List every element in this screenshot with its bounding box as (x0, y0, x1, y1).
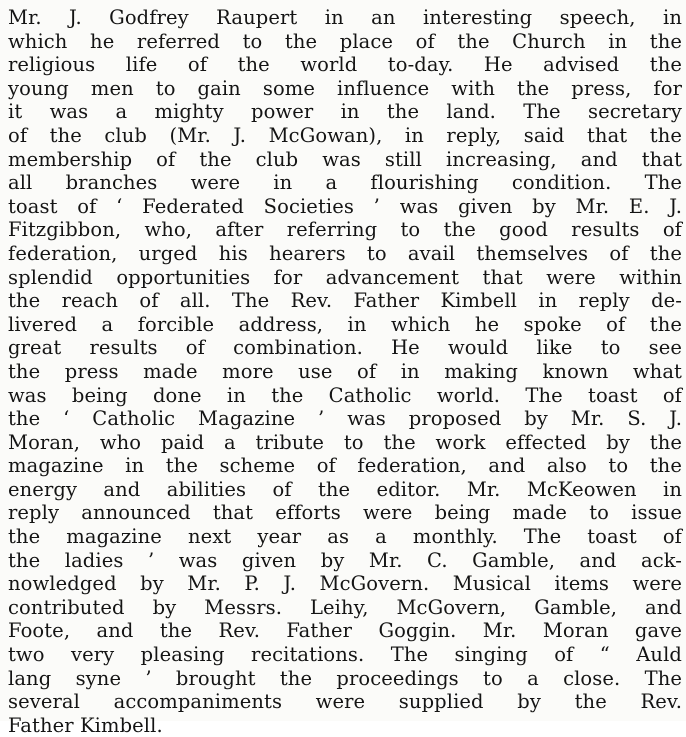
text-line: lang syne ’ brought the proceedings to a close. The (8, 666, 682, 690)
text-line: was being done in the Catholic world. The toast of (8, 383, 682, 407)
text-line: livered a forcible address, in which he spoke of the (8, 312, 682, 336)
text-line: the reach of all. The Rev. Father Kimbell in reply de- (8, 289, 682, 313)
text-line: two very pleasing recitations. The singing of “ Auld (8, 643, 682, 667)
text-line: religious life of the world to-day. He advised the (8, 53, 682, 77)
text-line: magazine in the scheme of federation, and also to the (8, 454, 682, 478)
text-line: reply announced that efforts were being made to issue (8, 501, 682, 525)
text-line: the ladies ’ was given by Mr. C. Gamble, and ack- (8, 548, 682, 572)
text-line: the ‘ Catholic Magazine ’ was proposed by Mr. S. J. (8, 407, 682, 431)
text-line: contributed by Messrs. Leihy, McGovern, Gamble, and (8, 595, 682, 619)
text-line: splendid opportunities for advancement that were within (8, 265, 682, 289)
text-line: toast of ‘ Federated Societies ’ was given by Mr. E. J. (8, 194, 682, 218)
text-line: which he referred to the place of the Church in the (8, 29, 682, 53)
text-line: Mr. J. Godfrey Raupert in an interesting speech, in (8, 6, 682, 29)
text-line: great results of combination. He would like to see (8, 336, 682, 360)
text-line: Moran, who paid a tribute to the work effected by the (8, 430, 682, 454)
text-line: of the club (Mr. J. McGowan), in reply, said that the (8, 123, 682, 147)
text-line: it was a mighty power in the land. The secretary (8, 100, 682, 124)
text-line: Father Kimbell. (8, 713, 163, 737)
text-line: federation, urged his hearers to avail themselves of the (8, 241, 682, 265)
text-line: young men to gain some influence with the press, for (8, 76, 682, 100)
text-line: Foote, and the Rev. Father Goggin. Mr. Moran gave (8, 619, 682, 643)
text-line: energy and abilities of the editor. Mr. McKeowen in (8, 477, 682, 501)
text-line: the magazine next year as a monthly. The toast of (8, 525, 682, 549)
text-line: all branches were in a flourishing condition. The (8, 171, 682, 195)
text-line: membership of the club was still increasing, and that (8, 147, 682, 171)
text-line: Fitzgibbon, who, after referring to the good results of (8, 218, 682, 242)
text-line: the press made more use of in making known what (8, 359, 682, 383)
text-line: several accompaniments were supplied by the Rev. (8, 690, 682, 714)
text-line: nowledged by Mr. P. J. McGovern. Musical items were (8, 572, 682, 596)
